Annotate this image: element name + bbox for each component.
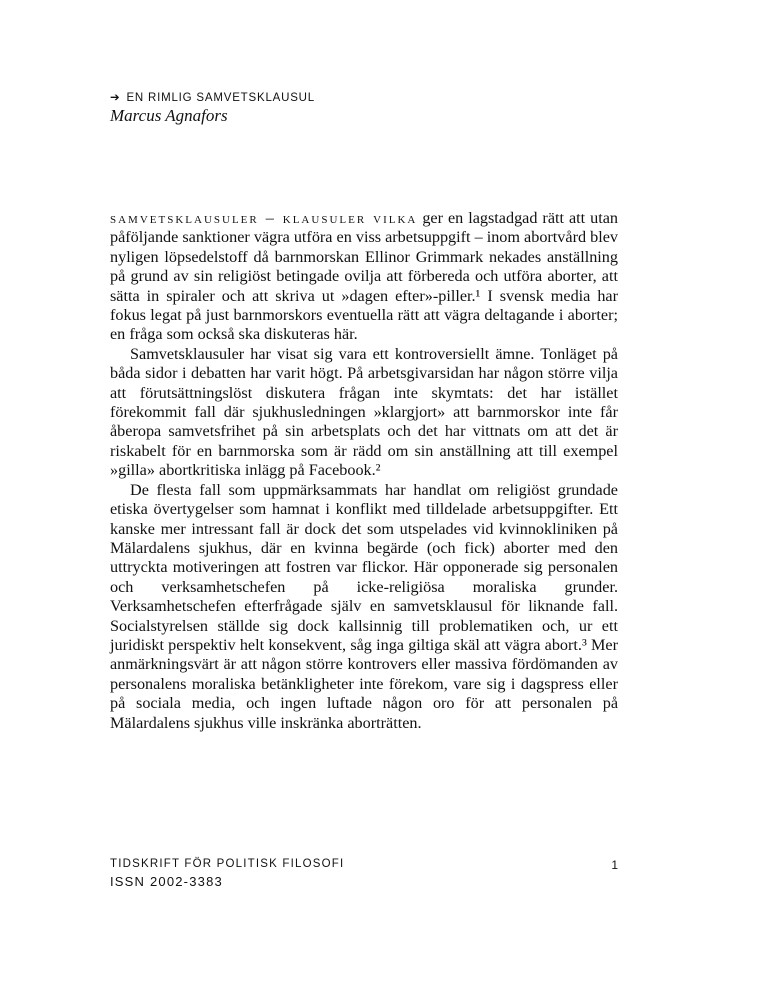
paragraph-1: [110, 209, 618, 345]
page-number: 1: [611, 858, 618, 872]
section-label-text: EN RIMLIG SAMVETSKLAUSUL: [126, 92, 315, 104]
issn: ISSN 2002-3383: [110, 874, 223, 889]
paragraph-1-text: ger en lagstadgad rätt att utan påföljande sanktioner vägra utföra en viss arbetsuppgift – inom abortvård blev nyligen löpsedelstoff då barnmorskan Ellinor Grimmark nekades anställning på grund av sin religiöst betingade ovilja att förbereda och utföra aborter, att sätta in spiraler och att skriva ut »dagen efter»-piller.¹ I svensk media har fokus legat på just barnmorskors eventuella rätt att vägra deltagande i aborter; en fråga som också ska diskuteras här.: [110, 209, 618, 344]
arrow-right-icon: ➔: [110, 92, 121, 104]
paragraph-2: Samvetsklausuler har visat sig vara ett kontroversiellt ämne. Tonläget på båda sidor i debatten har varit högt. På arbetsgivarsidan har någon större vilja att förutsättningslöst diskutera frågan inte skymtats: det har istället förekommit fall där sjukhusledningen »klargjort» att barnmorskor inte får åberopa samvetsfrihet på sin arbetsplats och det har vittnats om att det är riskabelt för en barnmorska som är rädd om sin anställning att till exempel »gilla» abortkritiska inlägg på Facebook.²: [110, 344, 618, 480]
lead-smallcaps: samvetsklausuler – klausuler vilka: [110, 209, 418, 227]
section-label: [110, 90, 315, 104]
author-name: Marcus Agnafors: [110, 106, 228, 125]
journal-title: TIDSKRIFT FÖR POLITISK FILOSOFI: [110, 858, 345, 870]
paragraph-3: De flesta fall som uppmärksammats har handlat om religiöst grundade etiska övertygelser som hamnat i konflikt med tilldelade arbetsuppgifter. Ett kanske mer intressant fall är dock det som utspelades vid kvinnokliniken på Mälardalens sjukhus, där en kvinna begärde (och fick) aborter med den uttryckta motiveringen att fostren var flickor. Här opponerade sig personalen och verksamhetschefen på icke-religiösa moraliska grunder. Verksamhetschefen efterfrågade själv en samvetsklausul för liknande fall. Socialstyrelsen ställde sig dock kallsinnig till problematiken och, ur ett juridiskt perspektiv helt konsekvent, såg inga giltiga skäl att vägra abort.³ Mer anmärkningsvärt är att någon större kontrovers eller massiva fördömanden av personalens moraliska betänkligheter inte förekom, vare sig i dagspress eller på sociala media, och ingen luftade någon oro för att personalen på Mälardalens sjukhus ville inskränka aborträtten.: [110, 480, 618, 732]
article-body: [110, 209, 618, 733]
